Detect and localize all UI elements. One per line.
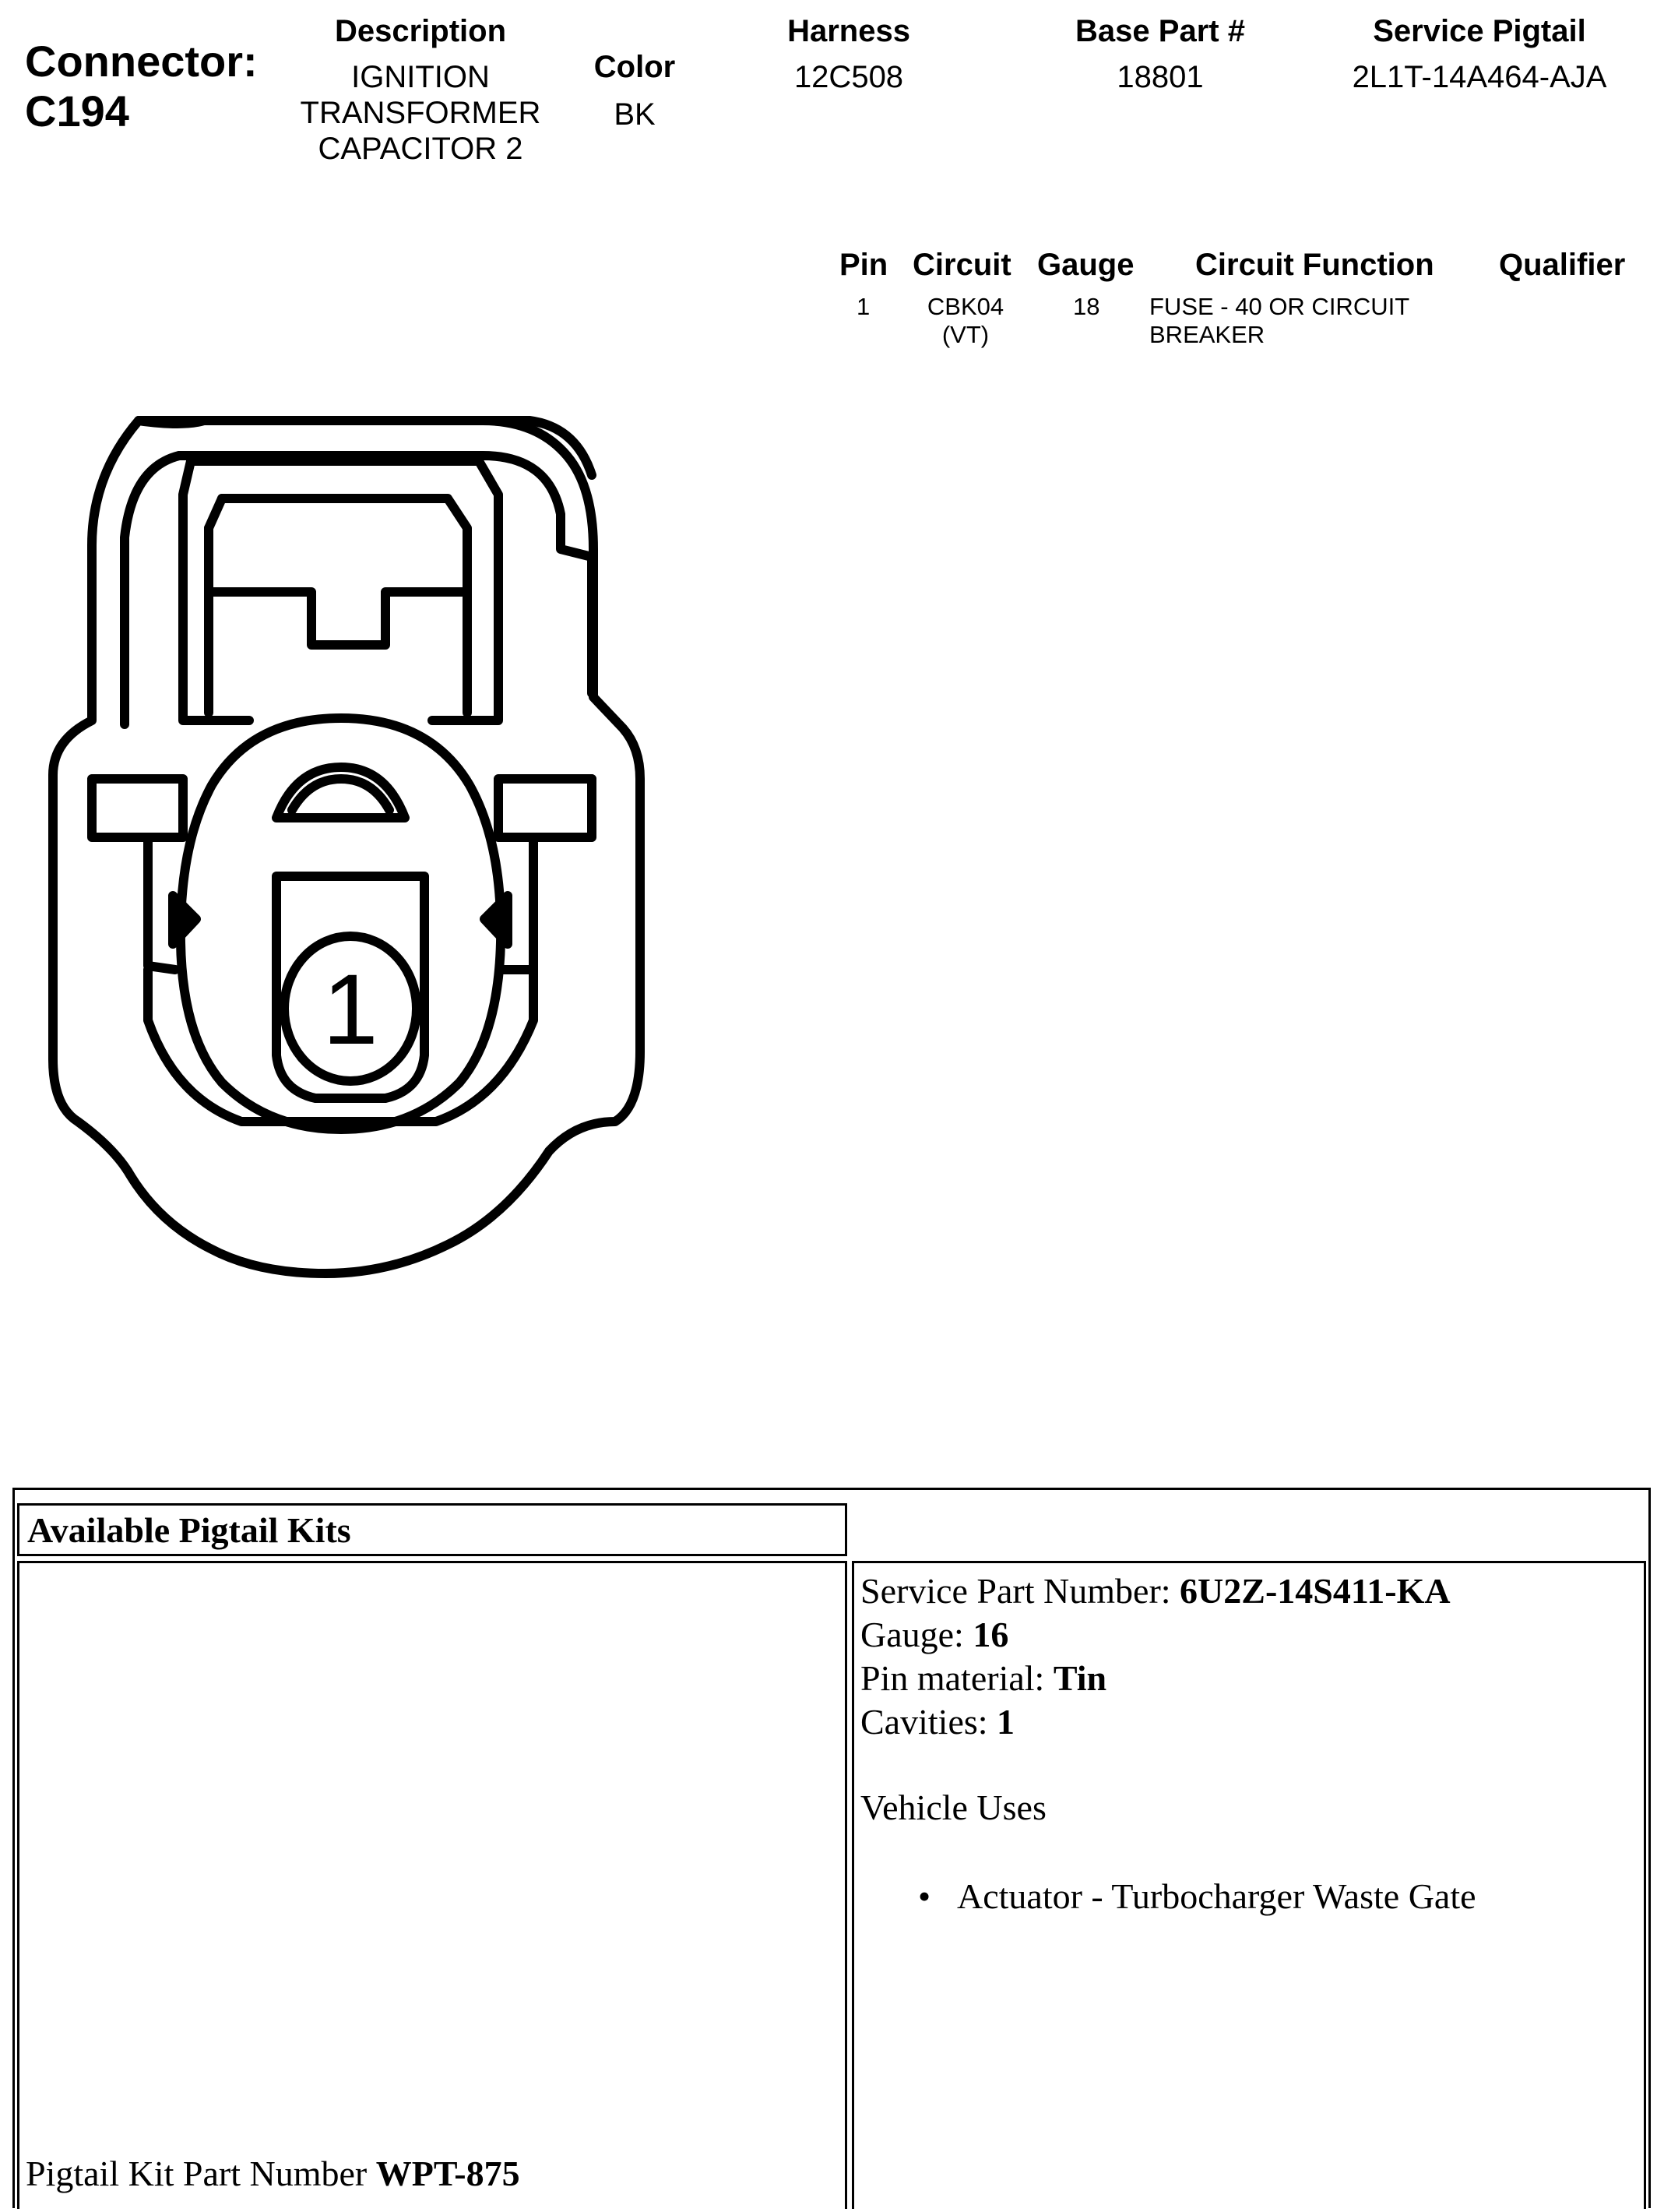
pin-material-label: Pin material: — [860, 1658, 1054, 1698]
pigtail-title: Available Pigtail Kits — [27, 1510, 351, 1550]
service-part-number — [860, 1569, 1476, 1613]
connector-id: C194 — [25, 86, 129, 136]
circuit-function-value — [1149, 293, 1409, 349]
color-value: BK — [614, 97, 656, 132]
pigtail-image-cell — [17, 1561, 847, 2209]
pigtail-details-cell — [852, 1561, 1646, 2209]
lock-right-icon — [484, 896, 508, 944]
service-part-label: Service Part Number: — [860, 1571, 1180, 1611]
kit-part-value: WPT-875 — [375, 2154, 520, 2193]
service-pigtail-header: Service Pigtail — [1373, 14, 1586, 48]
harness-header: Harness — [787, 14, 910, 48]
function-line: BREAKER — [1149, 321, 1265, 348]
service-part-value: 6U2Z-14S411-KA — [1180, 1571, 1451, 1611]
circuit-line: (VT) — [941, 321, 990, 348]
gauge-label: Gauge: — [860, 1615, 973, 1654]
description-value — [280, 59, 561, 167]
pigtail-title-cell — [17, 1503, 847, 1556]
cavities-value: 1 — [997, 1702, 1015, 1742]
latch-tab — [222, 498, 467, 713]
function-line: FUSE - 40 OR CIRCUIT — [1149, 293, 1410, 320]
service-pigtail-value: 2L1T-14A464-AJA — [1352, 60, 1607, 94]
circuit-function-header: Circuit Function — [1195, 248, 1434, 282]
kit-part-number — [26, 2152, 520, 2196]
connector-inner-shell — [179, 456, 592, 693]
list-item — [860, 1875, 1476, 1918]
base-part-value: 18801 — [1117, 60, 1204, 94]
circuit-header: Circuit — [913, 248, 1011, 282]
gauge-number: 16 — [973, 1615, 1009, 1654]
pin-material-value: Tin — [1053, 1658, 1107, 1698]
pin-number: 1 — [857, 293, 871, 320]
connector-face-diagram — [0, 389, 685, 1293]
gauge-value: 18 — [1073, 293, 1100, 320]
kit-part-label: Pigtail Kit Part Number — [26, 2154, 376, 2193]
vehicle-use: Actuator - Turbocharger Waste Gate — [957, 1876, 1476, 1916]
description-header: Description — [334, 14, 507, 48]
base-part-header: Base Part # — [1075, 14, 1245, 48]
gauge-header: Gauge — [1037, 248, 1135, 282]
cavities-label: Cavities: — [860, 1702, 997, 1742]
description-line: IGNITION — [351, 60, 490, 94]
color-header: Color — [593, 50, 676, 84]
pin-1-label: 1 — [322, 954, 378, 1065]
circuit-line: CBK04 — [927, 293, 1004, 320]
pin-material-line — [860, 1657, 1476, 1700]
cavities-line — [860, 1700, 1476, 1744]
lock-left-icon — [173, 896, 196, 944]
pin-header: Pin — [839, 248, 888, 282]
description-line: CAPACITOR 2 — [318, 132, 523, 166]
qualifier-header: Qualifier — [1499, 248, 1626, 282]
vehicle-uses-heading: Vehicle Uses — [860, 1788, 1047, 1827]
circuit-value — [911, 293, 1020, 349]
connector-outer-shell — [53, 421, 640, 1273]
gauge-line — [860, 1613, 1476, 1657]
connector-label: Connector: — [25, 37, 258, 86]
harness-value: 12C508 — [793, 60, 904, 94]
bullet-icon: • — [918, 1876, 931, 1916]
description-line: TRANSFORMER — [300, 96, 541, 130]
